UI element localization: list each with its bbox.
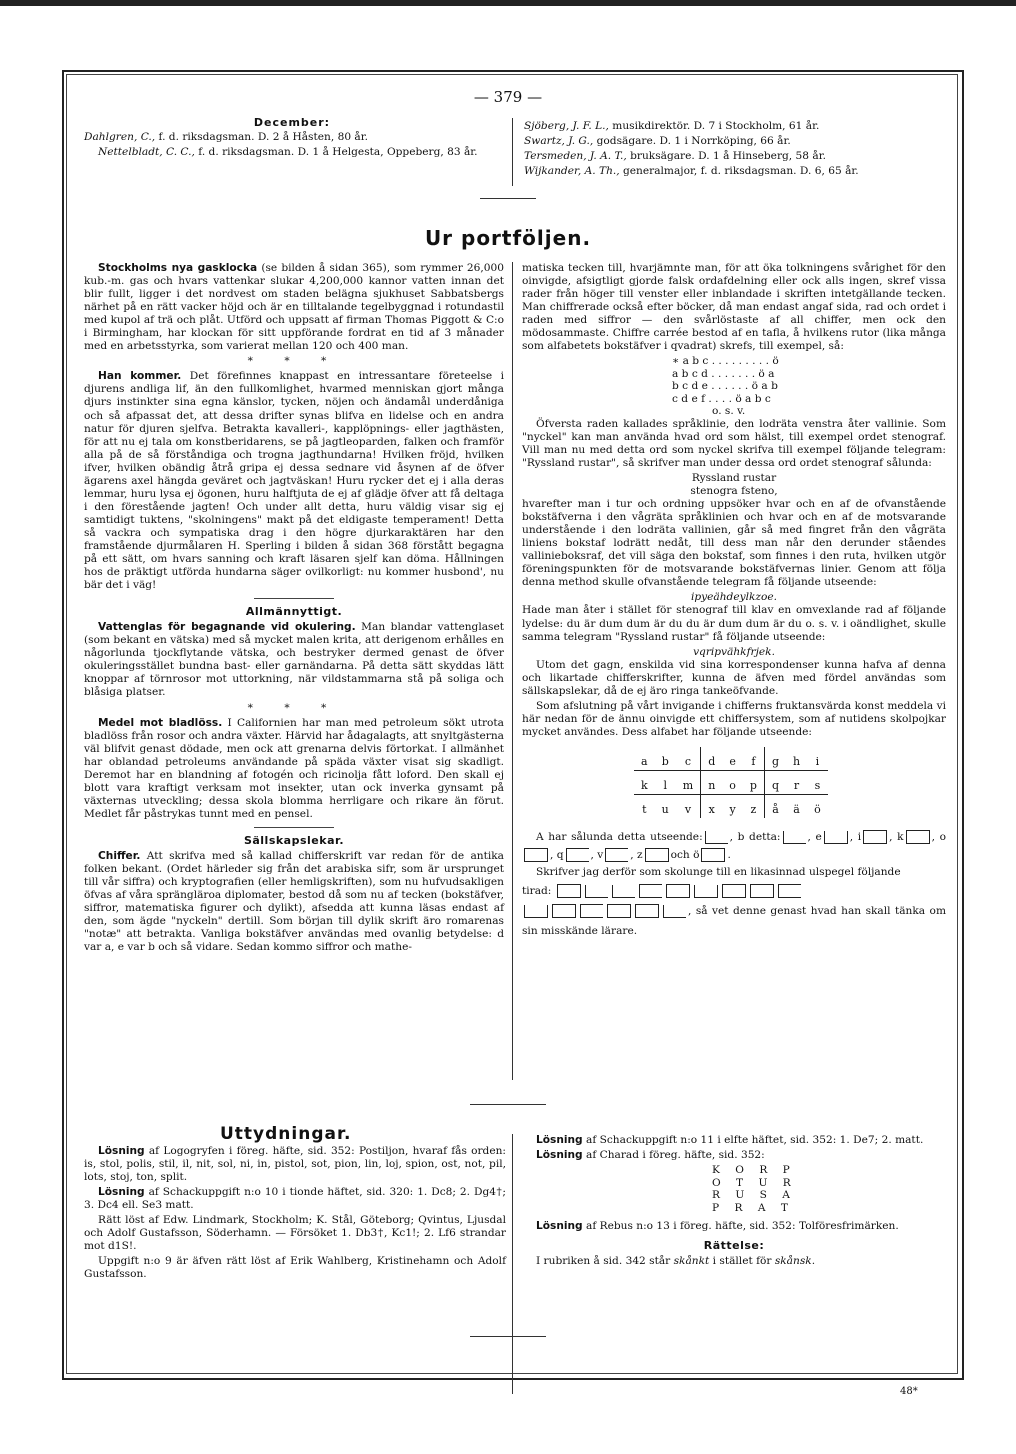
example-key: stenogra fsteno,	[690, 485, 778, 498]
paragraph-afslutning: Som afslutning på vårt invigande i chifferns fruktansvärda konst meddela vi här nedan för de ännu oinvigde ett chiffersystem, som af nutidens skolpojkar mycket användes. Dess alfabet har följande utseende:	[522, 699, 946, 738]
december-entry: Sjöberg, J. F. L., musikdirektör. D. 7 i Stockholm, 61 år.	[524, 120, 820, 132]
cipher-glyph	[580, 904, 603, 918]
cipher-glyph	[824, 831, 848, 844]
cipher-tirad: tirad: , så vet denne genast hvad han skall tänka om sin misskände lärare.	[522, 885, 946, 938]
cipher-glyph	[666, 884, 690, 898]
cipher-glyph	[612, 885, 635, 898]
cipher-glyph	[863, 830, 887, 844]
right-column	[522, 262, 946, 941]
cipher-glyph	[722, 884, 746, 898]
charad-square: K O R P O T U R R U S A P R A T	[712, 1164, 797, 1214]
december-entry: Nettelbladt, C. C., f. d. riksdagsman. D. 1 å Helgesta, Oppeberg, 83 år.	[98, 146, 478, 159]
ornament-divider	[470, 1104, 546, 1105]
cipher-glyph	[663, 905, 686, 918]
cipher-glyph	[705, 831, 728, 844]
december-heading: December:	[253, 116, 331, 129]
cipher-glyph	[524, 848, 548, 862]
uttydningar-title: Uttydningar.	[220, 1124, 352, 1144]
paragraph-tirad: Skrifver jag derför som skolunge till en likasinnad ulspegel följande	[536, 866, 901, 879]
paragraph-vattenglas: Vattenglas för begagnande vid okulering. Man blandar vattenglaset (som bekant en vätska) med så mycket malen krita, att derigenom erhålles en någorlunda tjockflytande vätska, och bestryker dermed genast de öfver okuleringsstället bundna bast- eller garnändarna. På detta sätt skyddas lätt knoppar af törnrosor mot uttorkning, när vildstammarna stå på soliga och blåsiga platser.	[84, 621, 504, 699]
cipher-glyph	[639, 884, 662, 898]
short-rule	[254, 827, 334, 828]
paragraph-cipher-examples: A har sålunda detta utseende: , b detta: , e , i , k , o, q , v , z och ö .	[522, 828, 946, 864]
december-right	[524, 120, 944, 180]
column-rule	[512, 262, 513, 1080]
uttydningar-right	[522, 1134, 946, 1270]
paragraph-alt-key: Hade man åter i stället för stenograf till klav en omvexlande rad af följande lydelse: du är dum dum är du du är dum dum är du o. s. v. i oändlighet, skulle samma telegram "Ryssland rustar" få följande utseende:	[522, 604, 946, 643]
paragraph-sprakline: Öfversta raden kallades språklinie, den lodräta venstra åter vallinie. Som "nyckel" kan man använda hvad ord som hälst, till exempel ordet stenograf. Vill man nu med detta ord som nyckel skrifva till exempel följande telegram: "Ryssland rustar", så skrifver man under dessa ord ordet stenograf sålunda:	[522, 417, 946, 469]
december-entry: Swartz, J. G., godsägare. D. 1 i Norrköping, 66 år.	[524, 135, 791, 148]
solution-logogryf: Lösning af Logogryfen i föreg. häfte, sid. 352: Postiljon, hvaraf fås orden: is, stol, polis, stil, il, nit, sol, ni, in, pistol, sot, pion, lin, loj, spion, ost, not, pil, lots, stoj, ton, split.	[84, 1145, 506, 1184]
paragraph-han-kommer: Han kommer. Det förefinnes knappast en intressantare företeelse i djurens andliga lif, än den fullkomlighet, hvarmed menniskan gjort många djurs instinkter sina egna känslor, tycken, nöjen och ändamål underdåniga och så afpassat det, att dessa drifter synas blifva en lidelse och en andra natur för djuren sjelfva. Betrakta kavalleri-, kapplöpnings- eller jagthästen, för att nu ej tala om konstberidarens, se på jagtleoparden, falken och framför alla på de så förståndiga och trogna jagthundarna! Hvilken fröjd, hvilken ifver, hvilken obändig åtrå gripa ej dessa sednare vid åsynen af de öfver ägarens axel hängda geväret och jagtväskan! Huru rycker det ej i alla deras lemmar, huru lysa ej ögonen, huru halftjuta de ej af glädje öfver att få deltaga i den förestående jagten! Och under allt detta, huru väldig visar sig ej samtidigt tuktens, "skolningens" makt på det eldigaste temperament! Detta så vackra och sympatiska drag i den högre djurkaraktären har den framstående djurmålaren H. Sperling i bilden å sidan 368 förstått begagna på ett sätt, om hvars sanning och kraft läsaren sjelf kan döma. Hållningen hos de präktigt utförda hundarna säger ovilkorligt: nu kommer husbond', nu bär det i väg!	[84, 370, 504, 592]
signature-mark: 48*	[900, 1386, 918, 1397]
ornament-divider	[470, 1336, 546, 1337]
separator-stars: * * *	[247, 701, 341, 714]
heading-rattelse: Rättelse:	[703, 1239, 765, 1253]
paragraph-method: hvarefter man i tur och ordning uppsöker hvar och en af de ofvanstående bokstäfverna i den vågräta språklinien och hvar och en af de motsvarande understående i den lodräta vallinien, går så med fingret från den vågräta liniens bokstaf lodrätt nedåt, till dess man når den derunder ståendes vallinieboksraf, det vill säga den bokstaf, som finnes i den ruta, hvilken utgör föreningspunkten för de motsvarande bokstäfvernas linier. Genom att följa denna method skulle ofvanstående telegram få följande utseende:	[522, 498, 946, 589]
paragraph-gasklocka: Stockholms nya gasklocka (se bilden å sidan 365), som rymmer 26,000 kub.-m. gas och hvars vattenkar slukar 4,200,000 kannor vatten innan det blir fullt, ligger i det nordvest om staden belägna sjukhuset Sabbatsbergs närhet på en rätt vacker höjd och är en tilltalande tegelbyggnad i rotundastil med kupol af trä och plåt. Utförd och uppsatt af firman Thomas Piggott & C:o i Birmingham, har klockan för sitt uppförande fordrat en tid af 3 månader med en arbetsstyrka, som varierat mellan 120 och 400 man.	[84, 262, 504, 353]
pigpen-alphabet-grid: a b c d e f g h i k l m n o p q r s t u v x y z å ä ö	[634, 747, 828, 818]
solution-schack-11: Lösning af Schackuppgift n:o 11 i elfte häftet, sid. 352: 1. De7; 2. matt.	[536, 1134, 924, 1146]
december-left	[84, 116, 500, 161]
solvers-list: Rätt löst af Edw. Lindmark, Stockholm; K. Stål, Göteborg; Qvintus, Ljusdal och Adolf Gustafsson, Söderhamn. — Försöket 1. Db3†, Kc1!; 2. Lf6 strandar mot d1S!.	[84, 1214, 506, 1253]
paragraph-chiffer-cont: matiska tecken till, hvarjämnte man, för att öka tolkningens svårighet för den oinvigde, afsigtligt gjorde falsk ordafdelning eller ock alls ingen, skref vissa rader från höger till venster eller inblandade i skriften intetgällande tecken. Man chiffrerade också efter böcker, då man endast angaf sida, rad och ordet i raden med siffror — den svårlöstaste af all chiffer, men ock den mödosammaste. Chiffre carrée bestod af en tafla, å hvilkens rutor (lika många som alfabetets bokstäfver i qvadrat) skrefs, till exempel, så:	[522, 262, 946, 353]
december-entry: Tersmeden, J. A. T., bruksägare. D. 1 å Hinseberg, 58 år.	[524, 150, 826, 163]
ornament-divider	[480, 198, 536, 199]
cipher-glyph	[778, 884, 801, 898]
chiffre-carree-square: ∗ a b c . . . . . . . . . ö a b c d . . . . . . . ö a b c d e . . . . . . ö a b c d e f . . . . ö a b c o. s. v.	[672, 355, 779, 418]
short-rule	[254, 598, 334, 599]
december-entry: Dahlgren, C., f. d. riksdagsman. D. 2 å Håsten, 80 år.	[84, 131, 369, 144]
solution-rebus: Lösning af Rebus n:o 13 i föreg. häfte, sid. 352: Tolföresfrimärken.	[536, 1220, 899, 1233]
december-entry: Wijkander, A. Th., generalmajor, f. d. riksdagsman. D. 6, 65 år.	[524, 165, 859, 178]
cipher-glyph	[694, 885, 718, 898]
left-column	[84, 262, 504, 956]
cipher-glyph	[605, 848, 628, 862]
solution-charad: Lösning af Charad i föreg. häfte, sid. 352:	[536, 1149, 765, 1162]
heading-allmannyttigt: Allmännyttigt.	[245, 605, 343, 619]
cipher-glyph	[585, 885, 608, 898]
cipher-glyph	[783, 831, 806, 844]
cipher-glyph	[645, 848, 669, 862]
solution-schack-10: Lösning af Schackuppgift n:o 10 i tionde häftet, sid. 320: 1. Dc8; 2. Dg4†; 3. Dc4 ell. Se3 matt.	[84, 1186, 506, 1212]
solvers-uppgift-9: Uppgift n:o 9 är äfven rätt löst af Erik Wahlberg, Kristinehamn och Adolf Gustafsson.	[84, 1255, 506, 1281]
page-number: — 379 —	[473, 88, 543, 106]
cipher-glyph	[552, 904, 576, 918]
column-rule	[512, 118, 513, 186]
paragraph-chiffer: Chiffer. Att skrifva med så kallad chifferskrift var redan för de antika folken bekant. (Ordet härleder sig från det arabiska sifr, som är ursprunget till vår siffra) och kryptografien (eller hemligskriften), som nu hufvudsakligen öfvas af våra sprängläroa diplomater, bestod då som nu af tecken (bokstäfver, siffror, matematiska figurer och dylikt), afsedda att kunna läsas endast af den, som ägde "nyckeln" dertill. Som början till dylik skrift äro romarenas "notæ" att betrakta. Vanliga bokstäfver användas med ovanlig betydelse: d var a, e var b och så vidare. Sedan kommo siffror och mathe-	[84, 849, 504, 954]
cipher-glyph	[524, 905, 548, 918]
column-rule	[512, 1134, 513, 1394]
cipher-glyph	[906, 830, 930, 844]
top-band	[0, 0, 1016, 6]
cipher-glyph	[566, 848, 589, 862]
example-telegram: Ryssland rustar	[691, 472, 777, 485]
cipher-glyph	[557, 884, 581, 898]
cipher-glyph	[750, 884, 774, 898]
cipher-glyph	[635, 904, 659, 918]
separator-stars: * * *	[247, 355, 341, 368]
cipher-glyph	[607, 904, 631, 918]
cipher-result-2: vqripvähkfrjek.	[693, 645, 775, 658]
cipher-result-1: ipyeähdeylkzoe.	[690, 591, 777, 604]
paragraph-gagn: Utom det gagn, enskilda vid sina korrespondenser kunna hafva af denna och likartade chifferskrifter, kunna de äfven med fördel användas som sällskapslekar, då de ej äro ringa tankeöfvande.	[522, 658, 946, 697]
correction-text: I rubriken å sid. 342 står skånkt i stället för skånsk.	[536, 1255, 816, 1268]
section-title: Ur portföljen.	[424, 226, 592, 250]
cipher-glyph	[701, 848, 725, 862]
heading-sallskapslekar: Sällskapslekar.	[243, 833, 345, 847]
paragraph-bladloss: Medel mot bladlöss. I Californien har man med petroleum sökt utrota bladlöss från rosor och andra växter. Härvid har ådagalagts, att snyltgästerna väl blifvit genast dödade, men ock att grenarna delvis förtorkat. I allmänhet har oblandad petroleums användande på späda växter visat sig skadligt. Deremot har en blandning af fotogén och ricinolja fått loford. Den skall ej blott vara kraftigt verksam mot insekter, utan ock inverka gynsamt på växternas utveckling; dessa skola blomma herrligare och rikare än förut. Medlet får påstrykas tunnt med en pensel.	[84, 716, 504, 820]
uttydningar-left	[84, 1124, 506, 1284]
